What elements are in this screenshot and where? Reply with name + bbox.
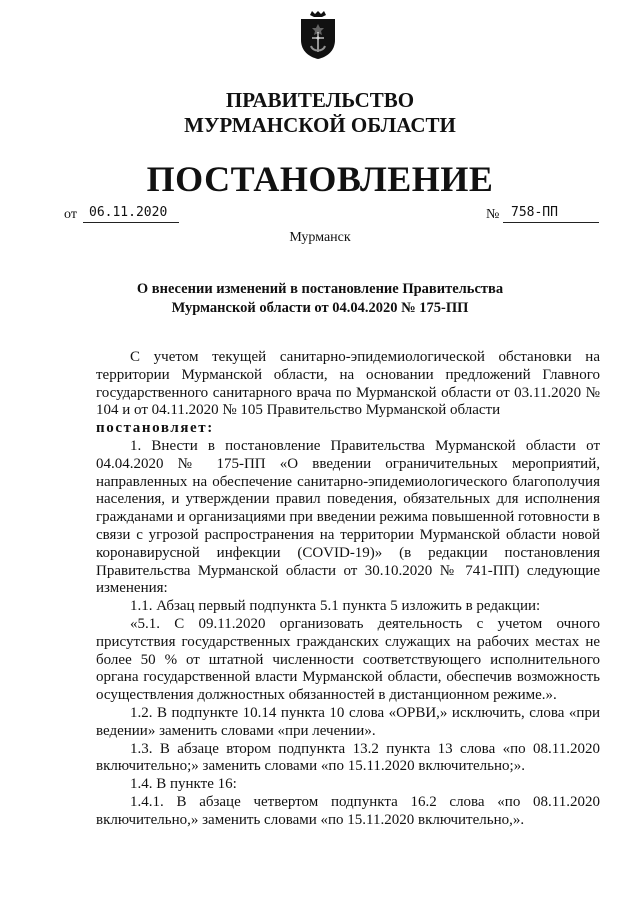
coat-of-arms-icon bbox=[299, 10, 337, 60]
number-prefix: № bbox=[486, 207, 500, 222]
clause-1: 1. Внести в постановление Правительства Мурманской области от 04.04.2020 № 175-ПП «О введении ограничительных мероприятий, направленных на обеспечение санитарно-эпидемиологического благополучия населения, и утверждении правил поведения, обязательных для исполнения гражданами и организациями при введении режима повышенной готовности в связи с угрозой распространения на территории Мурманской области новой коронавирусной инфекции (COVID-19)» (в редакции постановления Правительства Мурманской области от 30.10.2020 № 741-ПП) следующие изменения: bbox=[96, 437, 600, 597]
clause-1-1-quote: «5.1. С 09.11.2020 организовать деятельность с учетом очного присутствия государственных гражданских служащих на рабочих местах не более 50 % от штатной численности соответствующего исполнительного органа государственной власти Мурманской области, обеспечив возможность осуществления должностных обязанностей в дистанционном режиме.». bbox=[96, 615, 600, 704]
government-name-line1: ПРАВИТЕЛЬСТВО bbox=[225, 88, 415, 112]
document-number: 758-ПП bbox=[503, 205, 599, 223]
government-name-line2: МУРМАНСКОЙ ОБЛАСТИ bbox=[184, 113, 456, 137]
document-title-line1: О внесении изменений в постановление Правительства bbox=[136, 281, 504, 297]
resolves-keyword bbox=[96, 420, 600, 438]
document-body bbox=[96, 349, 600, 830]
preamble-paragraph: С учетом текущей санитарно-эпидемиологической обстановки на территории Мурманской области, на основании предложений Главного государственного санитарного врача по Мурманской области от 03.11.2020 № 104 и от 04.11.2020 № 105 Правительство Мурманской области bbox=[96, 349, 600, 419]
clause-1-4: 1.4. В пункте 16: bbox=[130, 776, 237, 793]
document-title bbox=[0, 280, 640, 318]
resolves-keyword-text: постановляет: bbox=[96, 420, 214, 437]
document-date: 06.11.2020 bbox=[83, 205, 179, 223]
clause-1-1: 1.1. Абзац первый подпункта 5.1 пункта 5 изложить в редакции: bbox=[130, 598, 541, 615]
government-name bbox=[0, 88, 640, 138]
document-title-line2: Мурманской области от 04.04.2020 № 175-ПП bbox=[171, 300, 469, 316]
clause-1-4-1: 1.4.1. В абзаце четвертом подпункта 16.2 слова «по 08.11.2020 включительно,» заменить словами «по 15.11.2020 включительно,». bbox=[96, 793, 600, 828]
clause-1-3: 1.3. В абзаце втором подпункта 13.2 пункта 13 слова «по 08.11.2020 включительно;» заменить словами «по 15.11.2020 включительно;». bbox=[96, 740, 600, 775]
clause-1-2: 1.2. В подпункте 10.14 пункта 10 слова «ОРВИ,» исключить, слова «при ведении» заменить словами «при лечении». bbox=[96, 704, 600, 739]
city: Мурманск bbox=[289, 230, 351, 245]
date-prefix: от bbox=[64, 207, 77, 222]
document-type: ПОСТАНОВЛЕНИЕ bbox=[146, 159, 494, 199]
